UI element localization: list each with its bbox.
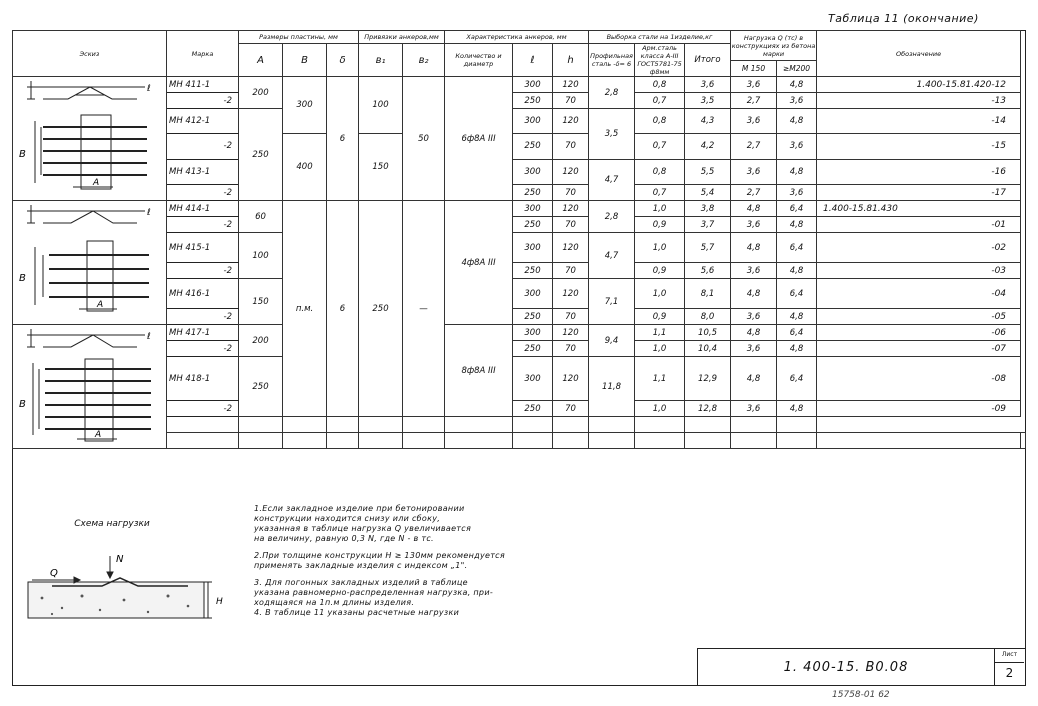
- cell-A: 60: [239, 201, 283, 233]
- cell-m200: 4,8: [777, 217, 817, 233]
- cell-l: 250: [513, 341, 553, 357]
- cell-qty: 8ф8A III: [445, 325, 513, 417]
- cell-mark: МН 415-1: [167, 233, 239, 263]
- header-total: Итого: [685, 44, 731, 77]
- cell-h: 120: [553, 77, 589, 93]
- cell-designation: -16: [817, 159, 1021, 184]
- empty-cell: [685, 417, 731, 433]
- cell-m150: 2,7: [731, 93, 777, 109]
- cell-designation: -09: [817, 401, 1021, 417]
- cell-l: 250: [513, 401, 553, 417]
- header-m200: ≥М200: [777, 61, 817, 77]
- cell-designation: -02: [817, 233, 1021, 263]
- cell-m150: 4,8: [731, 325, 777, 341]
- cell-h: 70: [553, 401, 589, 417]
- cell-h: 120: [553, 109, 589, 134]
- empty-cell: [777, 433, 817, 449]
- cell-profile: 7,1: [589, 279, 635, 325]
- cell-m150: 4,8: [731, 279, 777, 309]
- cell-total: 8,1: [685, 279, 731, 309]
- cell-mark: -2: [167, 93, 239, 109]
- cell-rebar: 1,0: [635, 201, 685, 217]
- note-3-4: 3. Для погонных закладных изделий в таблице указана равномерно-распределенная нагрузка, при- ходящаяся на 1п.м длины изделия. 4. В таблице 11 указаны расчетные нагрузки: [254, 578, 494, 617]
- scheme-n-label: N: [116, 554, 124, 565]
- header-plate: Размеры пластины, мм: [239, 31, 359, 44]
- cell-m200: 4,8: [777, 159, 817, 184]
- cell-designation: -03: [817, 263, 1021, 279]
- cell-total: 3,6: [685, 77, 731, 93]
- empty-cell: [635, 417, 685, 433]
- cell-rebar: 1,1: [635, 357, 685, 401]
- cell-h: 70: [553, 341, 589, 357]
- empty-cell: [589, 417, 635, 433]
- empty-cell: [777, 417, 817, 433]
- empty-cell: [817, 433, 1021, 449]
- header-h: h: [553, 44, 589, 77]
- cell-designation: -15: [817, 134, 1021, 159]
- cell-total: 3,8: [685, 201, 731, 217]
- cell-b2: 50: [403, 77, 445, 201]
- load-scheme-diagram: [22, 548, 232, 628]
- cell-l: 300: [513, 159, 553, 184]
- cell-mark: -2: [167, 134, 239, 159]
- cell-qty: 4ф8A III: [445, 201, 513, 325]
- cell-m200: 3,6: [777, 185, 817, 201]
- cell-total: 3,5: [685, 93, 731, 109]
- cell-profile: 4,7: [589, 159, 635, 200]
- table-caption: Таблица 11 (окончание): [828, 12, 979, 25]
- cell-l: 300: [513, 233, 553, 263]
- cell-m200: 4,8: [777, 109, 817, 134]
- cell-A: 200: [239, 77, 283, 109]
- empty-cell: [731, 417, 777, 433]
- sketch-3-dim-b: В: [19, 399, 26, 410]
- header-designation: Обозначение: [817, 31, 1021, 77]
- sketch-3-dim-a: А: [95, 430, 102, 440]
- cell-total: 5,7: [685, 233, 731, 263]
- cell-total: 5,6: [685, 263, 731, 279]
- cell-h: 70: [553, 93, 589, 109]
- sketch-2-end: ℓ: [147, 208, 151, 218]
- cell-b1: 250: [359, 201, 403, 417]
- cell-mark: -2: [167, 401, 239, 417]
- cell-rebar: 1,0: [635, 279, 685, 309]
- cell-qty: 6ф8A III: [445, 77, 513, 201]
- scheme-h-label: H: [216, 597, 223, 607]
- cell-b1: 150: [359, 134, 403, 201]
- header-B: В: [283, 44, 327, 77]
- cell-l: 250: [513, 134, 553, 159]
- empty-cell: [359, 417, 403, 433]
- cell-rebar: 1,0: [635, 233, 685, 263]
- cell-delta: 6: [327, 77, 359, 201]
- empty-cell: [283, 433, 327, 449]
- cell-m150: 3,6: [731, 263, 777, 279]
- cell-m150: 3,6: [731, 77, 777, 93]
- cell-m150: 4,8: [731, 233, 777, 263]
- header-rebar: Арм.сталь класса A-III ГОСТ5781-75 ф8мм: [635, 44, 685, 77]
- cell-designation: -07: [817, 341, 1021, 357]
- header-anchors: Характеристика анкеров, мм: [445, 31, 589, 44]
- cell-rebar: 0,9: [635, 217, 685, 233]
- cell-h: 70: [553, 309, 589, 325]
- scheme-q-label: Q: [50, 568, 58, 579]
- cell-total: 12,9: [685, 357, 731, 401]
- empty-cell: [445, 433, 513, 449]
- cell-b1: 100: [359, 77, 403, 134]
- note-2: 2.При толщине конструкции H ≥ 130мм рекомендуется применять закладные изделия с индексом „1".: [254, 551, 505, 570]
- sketch-group-3: [13, 325, 167, 449]
- cell-l: 250: [513, 309, 553, 325]
- cell-B: 300: [283, 77, 327, 134]
- cell-l: 250: [513, 217, 553, 233]
- sketch-2-dim-a: А: [97, 300, 104, 310]
- cell-designation: -14: [817, 109, 1021, 134]
- cell-designation: -05: [817, 309, 1021, 325]
- cell-mark: -2: [167, 263, 239, 279]
- cell-mark: -2: [167, 309, 239, 325]
- notes-block: [254, 504, 604, 625]
- title-stamp: [697, 648, 1026, 686]
- cell-rebar: 0,9: [635, 263, 685, 279]
- cell-m200: 4,8: [777, 77, 817, 93]
- empty-cell: [167, 417, 239, 433]
- cell-l: 250: [513, 93, 553, 109]
- cell-B: п.м.: [283, 201, 327, 417]
- cell-total: 10,4: [685, 341, 731, 357]
- document-code: 1. 400-15. В0.08: [783, 660, 909, 675]
- cell-designation: -04: [817, 279, 1021, 309]
- cell-h: 120: [553, 201, 589, 217]
- anchor-table: [12, 30, 1026, 449]
- header-l: ℓ: [513, 44, 553, 77]
- cell-rebar: 1,0: [635, 401, 685, 417]
- cell-total: 4,3: [685, 109, 731, 134]
- cell-mark: МН 413-1: [167, 159, 239, 184]
- header-b2: в₂: [403, 44, 445, 77]
- cell-total: 4,2: [685, 134, 731, 159]
- cell-rebar: 1,0: [635, 341, 685, 357]
- cell-h: 70: [553, 134, 589, 159]
- cell-h: 70: [553, 217, 589, 233]
- cell-m150: 2,7: [731, 185, 777, 201]
- cell-m200: 6,4: [777, 201, 817, 217]
- cell-m200: 3,6: [777, 134, 817, 159]
- inventory-number: 15758-01 62: [832, 690, 890, 700]
- header-steel: Выборка стали на 1изделие,кг: [589, 31, 731, 44]
- empty-cell: [403, 433, 445, 449]
- cell-profile: 2,8: [589, 77, 635, 109]
- empty-cell: [403, 417, 445, 433]
- cell-profile: 11,8: [589, 357, 635, 417]
- sheet-number: 2: [1005, 666, 1014, 680]
- cell-h: 70: [553, 263, 589, 279]
- header-qty: Количество и диаметр: [445, 44, 513, 77]
- cell-A: 100: [239, 233, 283, 279]
- empty-cell: [589, 433, 635, 449]
- cell-total: 12,8: [685, 401, 731, 417]
- cell-m200: 6,4: [777, 233, 817, 263]
- cell-mark: МН 414-1: [167, 201, 239, 217]
- cell-h: 120: [553, 357, 589, 401]
- cell-designation: -01: [817, 217, 1021, 233]
- sheet-label: Лист: [995, 649, 1024, 663]
- cell-rebar: 0,9: [635, 309, 685, 325]
- cell-m150: 3,6: [731, 159, 777, 184]
- cell-l: 300: [513, 109, 553, 134]
- cell-profile: 2,8: [589, 201, 635, 233]
- cell-m150: 4,8: [731, 201, 777, 217]
- sketch-group-1: [13, 77, 167, 201]
- cell-profile: 3,5: [589, 109, 635, 160]
- cell-designation: -08: [817, 357, 1021, 401]
- cell-m200: 4,8: [777, 401, 817, 417]
- cell-delta: 6: [327, 201, 359, 417]
- cell-mark: МН 418-1: [167, 357, 239, 401]
- cell-mark: -2: [167, 341, 239, 357]
- empty-cell: [685, 433, 731, 449]
- cell-m200: 3,6: [777, 93, 817, 109]
- sketch-2-dim-b: В: [19, 273, 26, 284]
- cell-h: 120: [553, 233, 589, 263]
- cell-profile: 4,7: [589, 233, 635, 279]
- cell-rebar: 0,8: [635, 159, 685, 184]
- cell-h: 70: [553, 185, 589, 201]
- cell-m200: 6,4: [777, 325, 817, 341]
- cell-mark: -2: [167, 217, 239, 233]
- cell-designation: -13: [817, 93, 1021, 109]
- cell-l: 250: [513, 185, 553, 201]
- cell-l: 300: [513, 279, 553, 309]
- empty-cell: [445, 417, 513, 433]
- cell-m150: 3,6: [731, 217, 777, 233]
- header-m150: М 150: [731, 61, 777, 77]
- cell-mark: МН 412-1: [167, 109, 239, 134]
- cell-m150: 3,6: [731, 341, 777, 357]
- cell-h: 120: [553, 279, 589, 309]
- sketch-1-dim-b: В: [19, 149, 26, 160]
- cell-m150: 2,7: [731, 134, 777, 159]
- anchor-sketch-3: [13, 325, 167, 445]
- cell-A: 150: [239, 279, 283, 325]
- sheet-box: [994, 649, 1025, 686]
- cell-profile: 9,4: [589, 325, 635, 357]
- cell-rebar: 0,8: [635, 109, 685, 134]
- scheme-title: Схема нагрузки: [74, 519, 150, 529]
- header-sketch: Эскиз: [13, 31, 167, 77]
- cell-m150: 3,6: [731, 309, 777, 325]
- empty-cell: [513, 417, 553, 433]
- cell-total: 8,0: [685, 309, 731, 325]
- header-load: Нагрузка Q (тс) в конструкциях из бетона марки: [731, 31, 817, 61]
- sketch-1-end: ℓ: [147, 84, 151, 94]
- anchor-sketch-1: [13, 77, 167, 197]
- cell-m200: 6,4: [777, 279, 817, 309]
- empty-cell: [553, 433, 589, 449]
- cell-m200: 4,8: [777, 341, 817, 357]
- empty-cell: [1021, 433, 1026, 449]
- cell-mark: -2: [167, 185, 239, 201]
- sketch-group-2: [13, 201, 167, 325]
- cell-rebar: 1,1: [635, 325, 685, 341]
- cell-rebar: 0,7: [635, 134, 685, 159]
- cell-total: 10,5: [685, 325, 731, 341]
- cell-l: 300: [513, 201, 553, 217]
- cell-m150: 3,6: [731, 109, 777, 134]
- header-mark: Марка: [167, 31, 239, 77]
- cell-rebar: 0,8: [635, 77, 685, 93]
- cell-h: 120: [553, 325, 589, 341]
- header-binding: Привязки анкеров,мм: [359, 31, 445, 44]
- cell-designation: -17: [817, 185, 1021, 201]
- header-A: А: [239, 44, 283, 77]
- cell-B: 400: [283, 134, 327, 201]
- empty-cell: [327, 433, 359, 449]
- empty-cell: [283, 417, 327, 433]
- cell-A: 250: [239, 109, 283, 201]
- cell-mark: МН 416-1: [167, 279, 239, 309]
- cell-rebar: 0,7: [635, 185, 685, 201]
- cell-total: 5,5: [685, 159, 731, 184]
- cell-A: 250: [239, 357, 283, 417]
- cell-m150: 4,8: [731, 357, 777, 401]
- empty-cell: [239, 417, 283, 433]
- empty-cell: [359, 433, 403, 449]
- sketch-1-dim-a: А: [93, 178, 100, 188]
- header-delta: δ: [327, 44, 359, 77]
- empty-cell: [731, 433, 777, 449]
- cell-h: 120: [553, 159, 589, 184]
- cell-A: 200: [239, 325, 283, 357]
- empty-cell: [327, 417, 359, 433]
- cell-total: 5,4: [685, 185, 731, 201]
- empty-cell: [513, 433, 553, 449]
- cell-m150: 3,6: [731, 401, 777, 417]
- cell-mark: МН 411-1: [167, 77, 239, 93]
- cell-total: 3,7: [685, 217, 731, 233]
- cell-designation: -06: [817, 325, 1021, 341]
- cell-m200: 4,8: [777, 263, 817, 279]
- header-b1: в₁: [359, 44, 403, 77]
- empty-cell: [553, 417, 589, 433]
- empty-cell: [239, 433, 283, 449]
- cell-mark: МН 417-1: [167, 325, 239, 341]
- sketch-3-end: ℓ: [147, 332, 151, 342]
- cell-m200: 6,4: [777, 357, 817, 401]
- cell-designation: 1.400-15.81.430: [817, 201, 1021, 217]
- cell-l: 300: [513, 77, 553, 93]
- cell-l: 300: [513, 357, 553, 401]
- header-profile: Профильная сталь -δ= 6: [589, 44, 635, 77]
- cell-rebar: 0,7: [635, 93, 685, 109]
- empty-cell: [167, 433, 239, 449]
- cell-designation: 1.400-15.81.420-12: [817, 77, 1021, 93]
- cell-l: 250: [513, 263, 553, 279]
- cell-b2: —: [403, 201, 445, 417]
- note-1: 1.Если закладное изделие при бетонировании конструкции находится снизу или сбоку, указанная в таблице нагрузка Q увеличивается на величину, равную 0,3 N, где N - в тс.: [254, 504, 472, 543]
- empty-cell: [635, 433, 685, 449]
- cell-l: 300: [513, 325, 553, 341]
- anchor-sketch-2: [13, 201, 167, 321]
- cell-m200: 4,8: [777, 309, 817, 325]
